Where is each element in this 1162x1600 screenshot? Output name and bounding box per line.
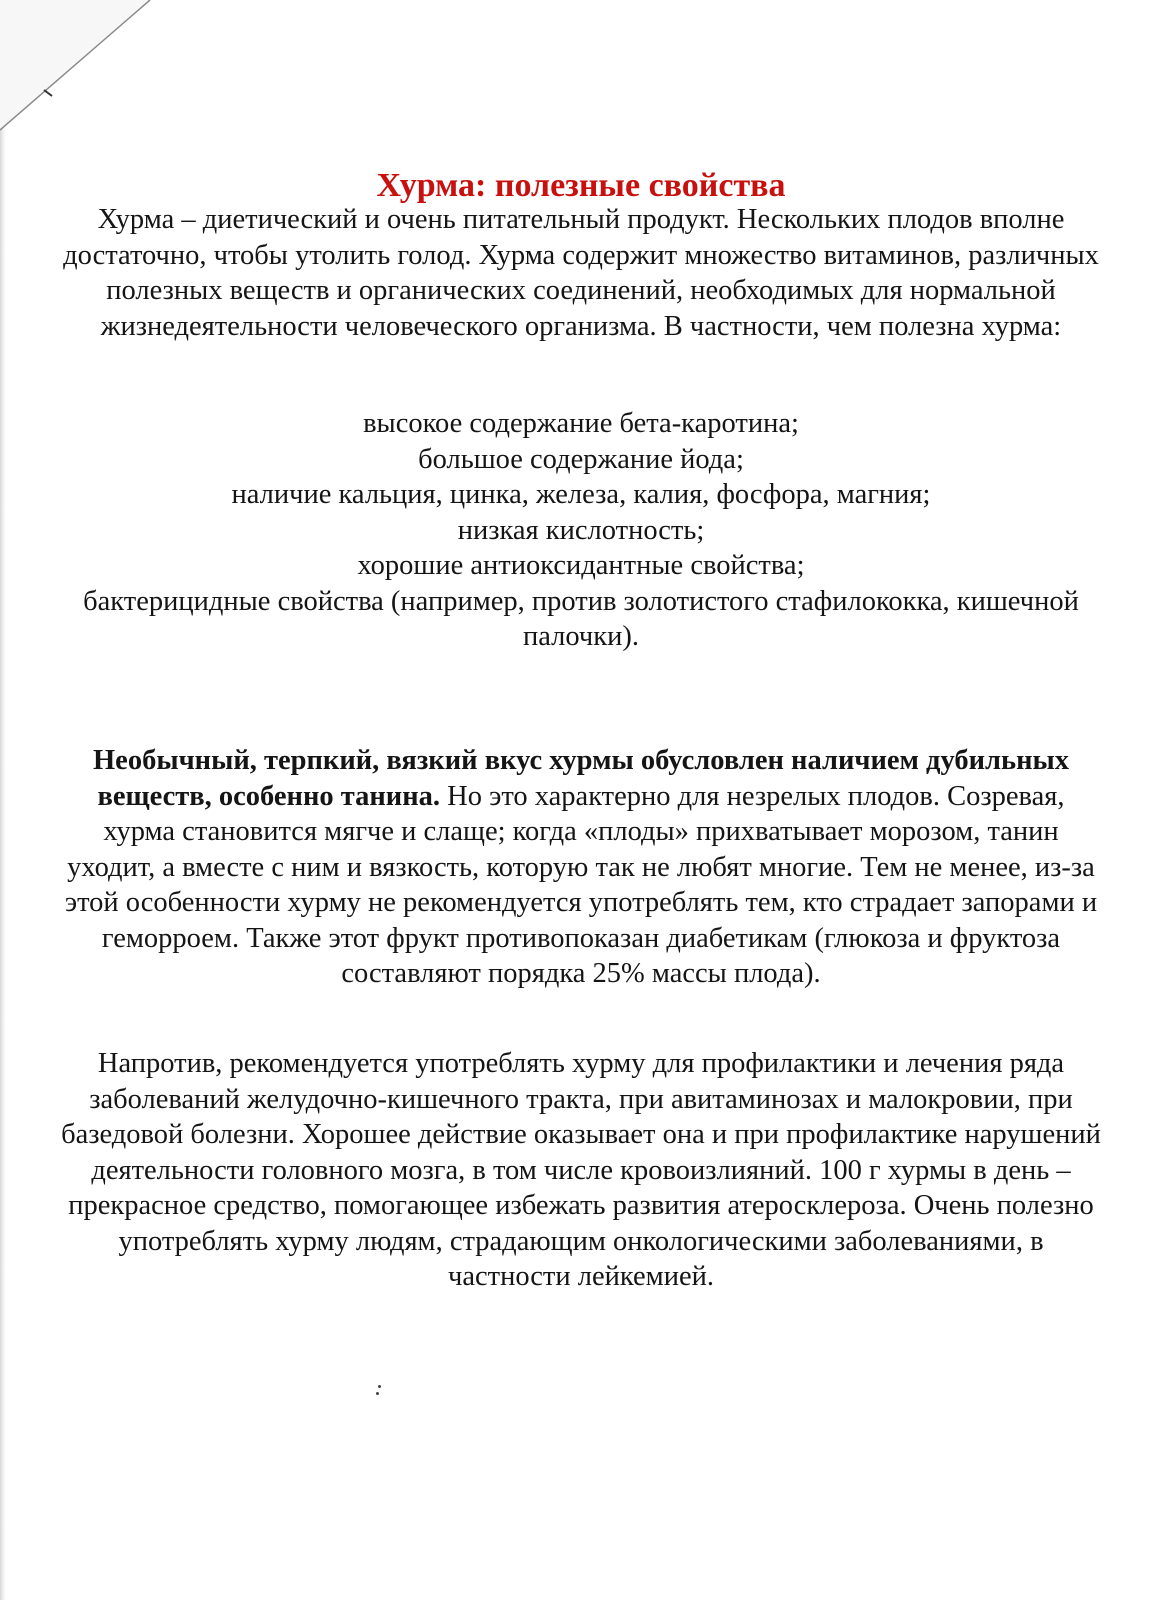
scan-edge [0,0,6,1600]
list-item: высокое содержание бета-каротина; [363,408,799,439]
list-item: низкая кислотность; [457,514,705,546]
list-item: хорошие антиоксидантные свойства; [357,550,805,581]
taste-bold-lead: Необычный, терпкий, вязкий вкус хурмы обусловлен наличием дубильных веществ, особенно танина. [93,745,1069,812]
benefits-list [60,406,1102,655]
list-item: большое содержание йода; [418,443,744,475]
list-item: бактерицидные свойства (например, против золотистого стафилококка, кишечной палочки). [83,585,1079,652]
document-page [60,0,1102,1600]
scan-speck [378,1385,381,1388]
list-item: наличие кальция, цинка, железа, калия, фосфора, магния; [231,479,931,510]
recommend-paragraph: Напротив, рекомендуется употреблять хурму для профилактики и лечения ряда заболеваний желудочно-кишечного тракта, при авитаминозах и малокровии, при базедовой болезни. Хорошее действие оказывает она и при профилактике нарушений деятельности головного мозга, в том числе кровоизлияний. 100 г хурмы в день – прекрасное средство, помогающее избежать развития атеросклероза. Очень полезно употреблять хурму людям, страдающим онкологическими заболеваниями, в частности лейкемией. [61,1048,1101,1292]
document-title: Хурма: полезные свойства [376,167,786,204]
scan-speck [376,1392,379,1395]
intro-paragraph: Хурма – диетический и очень питательный продукт. Нескольких плодов вполне достаточно, чтобы утолить голод. Хурма содержит множество витаминов, различных полезных веществ и органических соединений, необходимых для нормальной жизнедеятельности человеческого организма. В частности, чем полезна хурма: [63,204,1099,342]
taste-paragraph [60,743,1102,992]
taste-body: Но это характерно для незрелых плодов. Созревая, хурма становится мягче и слаще; когда «плоды» прихватывает морозом, танин уходит, а вместе с ним и вязкость, которую так не любят многие. Тем не менее, из-за этой особенности хурму не рекомендуется употреблять тем, кто страдает запорами и геморроем. Также этот фрукт противопоказан диабетикам (глюкоза и фруктоза составляют порядка 25% массы плода). [64,780,1098,989]
